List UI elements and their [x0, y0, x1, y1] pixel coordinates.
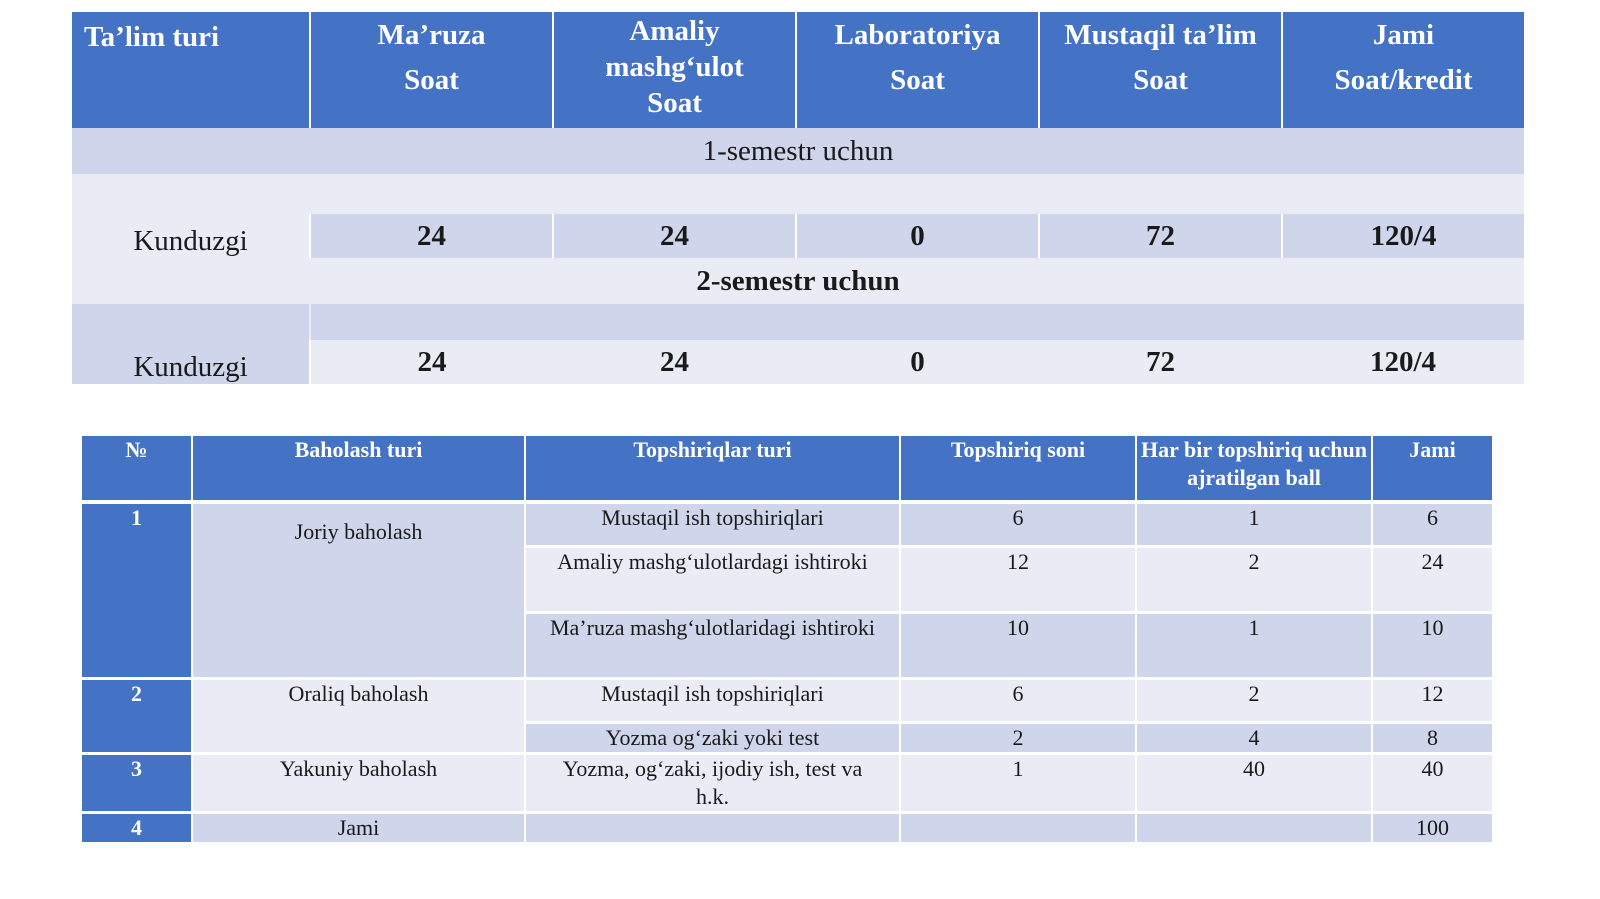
table-row	[82, 812, 1492, 842]
row-number: 2	[82, 678, 192, 753]
assessment-kind: Oraliq baholash	[192, 678, 525, 753]
semester1-type: Kunduzgi	[72, 214, 310, 258]
task-name: Yozma, og‘zaki, ijodiy ish, test va h.k.	[525, 753, 900, 812]
task-total: 6	[1372, 502, 1492, 546]
assessment-kind: Yakuniy baholash	[192, 753, 525, 812]
header-number: №	[82, 436, 192, 502]
task-ball: 1	[1136, 502, 1372, 546]
header-talim-turi: Ta’lim turi	[72, 12, 310, 128]
header-mustaqil: Mustaqil ta’lim Soat	[1039, 12, 1282, 128]
header-topshiriqlar-turi: Topshiriqlar turi	[525, 436, 900, 502]
row-number: 4	[82, 812, 192, 842]
task-count: 6	[900, 678, 1136, 722]
task-ball: 2	[1136, 678, 1372, 722]
task-count: 6	[900, 502, 1136, 546]
semester1-maruza: 24	[310, 214, 553, 258]
task-count: 12	[900, 546, 1136, 612]
task-count: 10	[900, 612, 1136, 678]
semester1-spacer	[72, 174, 1524, 214]
task-name: Yozma og‘zaki yoki test	[525, 722, 900, 753]
table-row	[82, 502, 1492, 546]
task-name: Mustaqil ish topshiriqlari	[525, 678, 900, 722]
task-ball: 1	[1136, 612, 1372, 678]
header-baholash-turi: Baholash turi	[192, 436, 525, 502]
semester2-laboratoriya: 0	[796, 340, 1039, 384]
table-row	[82, 678, 1492, 722]
grading-table	[82, 436, 1492, 842]
task-name: Ma’ruza mashg‘ulotlaridagi ishtiroki	[525, 612, 900, 678]
task-total: 10	[1372, 612, 1492, 678]
semester1-data-row	[72, 214, 1524, 258]
task-ball	[1136, 812, 1372, 842]
assessment-kind: Jami	[192, 812, 525, 842]
task-name: Amaliy mashg‘ulotlardagi ishtiroki	[525, 546, 900, 612]
task-ball: 2	[1136, 546, 1372, 612]
header-topshiriq-soni: Topshiriq soni	[900, 436, 1136, 502]
semester1-amaliy: 24	[553, 214, 796, 258]
task-total: 8	[1372, 722, 1492, 753]
task-ball: 4	[1136, 722, 1372, 753]
semester2-type: Kunduzgi	[72, 340, 310, 384]
semester1-jami: 120/4	[1282, 214, 1524, 258]
task-name: Mustaqil ish topshiriqlari	[525, 502, 900, 546]
semester2-amaliy: 24	[553, 340, 796, 384]
semester1-title: 1-semestr uchun	[72, 128, 1524, 174]
grading-header-row	[82, 436, 1492, 502]
task-total: 40	[1372, 753, 1492, 812]
semester2-data-row	[72, 340, 1524, 384]
header-jami: Jami Soat/kredit	[1282, 12, 1524, 128]
semester1-title-row	[72, 128, 1524, 174]
semester2-title: 2-semestr uchun	[72, 258, 1524, 304]
hours-header-row	[72, 12, 1524, 128]
task-count	[900, 812, 1136, 842]
semester2-mustaqil: 72	[1039, 340, 1282, 384]
row-number: 1	[82, 502, 192, 678]
task-name	[525, 812, 900, 842]
task-total: 100	[1372, 812, 1492, 842]
assessment-kind: Joriy baholash	[192, 502, 525, 678]
header-amaliy: Amaliy mashg‘ulot Soat	[553, 12, 796, 128]
row-number: 3	[82, 753, 192, 812]
task-count: 1	[900, 753, 1136, 812]
task-count: 2	[900, 722, 1136, 753]
semester1-mustaqil: 72	[1039, 214, 1282, 258]
task-total: 12	[1372, 678, 1492, 722]
semester2-title-row	[72, 258, 1524, 304]
header-laboratoriya: Laboratoriya Soat	[796, 12, 1039, 128]
hours-table	[72, 12, 1524, 384]
semester2-maruza: 24	[310, 340, 553, 384]
header-jami: Jami	[1372, 436, 1492, 502]
task-total: 24	[1372, 546, 1492, 612]
task-ball: 40	[1136, 753, 1372, 812]
semester2-spacer	[72, 304, 1524, 340]
header-maruza: Ma’ruza Soat	[310, 12, 553, 128]
table-row	[82, 753, 1492, 812]
header-ball: Har bir topshiriq uchun ajratilgan ball	[1136, 436, 1372, 502]
semester2-jami: 120/4	[1282, 340, 1524, 384]
semester1-laboratoriya: 0	[796, 214, 1039, 258]
